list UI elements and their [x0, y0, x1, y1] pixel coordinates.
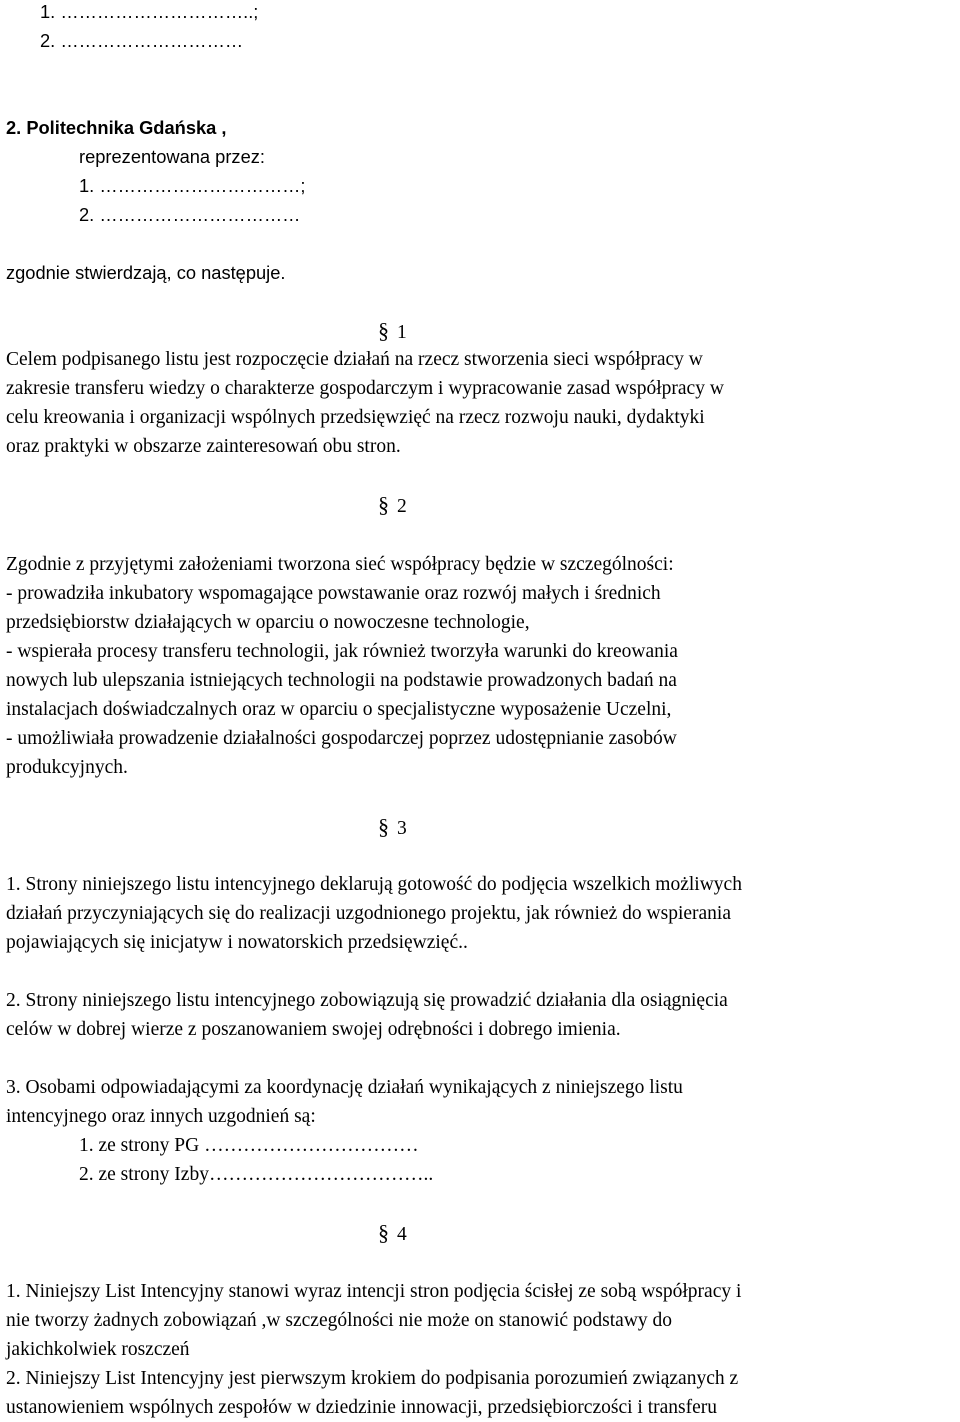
section-2-line: - wspierała procesy transferu technologii, jak również tworzyła warunki do kreowania: [6, 641, 678, 662]
contact-izba: 2. ze strony Izby……………………………..: [79, 1164, 434, 1185]
section-3-para-2-line: 2. Strony niniejszego listu intencyjnego zobowiązują się prowadzić działania dla osiągnięcia: [6, 990, 728, 1011]
section-symbol: §: [378, 814, 389, 839]
section-1-line: celu kreowania i organizacji wspólnych przedsięwzięć na rzecz rozwoju nauki, dydaktyki: [6, 407, 705, 428]
section-2-line: nowych lub ulepszania istniejących technologii na podstawie prowadzonych badań na: [6, 670, 677, 691]
party-name: 2. Politechnika Gdańska ,: [6, 117, 227, 138]
section-3-heading: [378, 812, 407, 843]
section-number: 4: [397, 1224, 407, 1245]
section-1-line: zakresie transferu wiedzy o charakterze gospodarczym i wypracowanie zasad współpracy w: [6, 378, 724, 399]
section-1-line: oraz praktyki w obszarze zainteresowań obu stron.: [6, 436, 401, 457]
header-list-item-2: 2. …………………………: [40, 30, 244, 51]
intro-statement: zgodnie stwierdzają, co następuje.: [6, 262, 286, 283]
section-3-para-3-line: 3. Osobami odpowiadającymi za koordynację działań wynikających z niniejszego listu: [6, 1077, 683, 1098]
section-symbol: §: [378, 318, 389, 343]
contact-pg: 1. ze strony PG ……………………………: [79, 1135, 419, 1156]
section-2-line: produkcyjnych.: [6, 757, 128, 778]
section-4-para-2-line: 2. Niniejszy List Intencyjny jest pierwszym krokiem do podpisania porozumień związanych z: [6, 1368, 739, 1389]
section-2-line: instalacjach doświadczalnych oraz w oparciu o specjalistyczne wyposażenie Uczelni,: [6, 699, 672, 720]
section-4-para-1-line: 1. Niniejszy List Intencyjny stanowi wyraz intencji stron podjęcia ścisłej ze sobą współpracy i: [6, 1281, 742, 1302]
section-2-line: - umożliwiała prowadzenie działalności gospodarczej poprzez udostępnianie zasobów: [6, 728, 677, 749]
header-list-item-1: 1. …………………………..;: [40, 1, 259, 22]
section-4-para-2-line: ustanowieniem wspólnych zespołów w dziedzinie innowacji, przedsiębiorczości i transferu: [6, 1397, 717, 1418]
section-3-para-2-line: celów w dobrej wierze z poszanowaniem swojej odrębności i dobrego imienia.: [6, 1019, 621, 1040]
section-3-para-1-line: 1. Strony niniejszego listu intencyjnego deklarują gotowość do podjęcia wszelkich możliwych: [6, 874, 742, 895]
section-3-para-3-line: intencyjnego oraz innych uzgodnień są:: [6, 1106, 316, 1127]
section-3-para-1-line: pojawiających się inicjatyw i nowatorskich przedsięwzięć..: [6, 932, 468, 953]
section-3-para-1-line: działań przyczyniających się do realizacji uzgodnionego projektu, jak również do wspierania: [6, 903, 731, 924]
section-4-para-1-line: nie tworzy żadnych zobowiązań ,w szczególności nie może on stanowić podstawy do: [6, 1310, 673, 1331]
section-symbol: §: [378, 492, 389, 517]
section-symbol: §: [378, 1220, 389, 1245]
representative-1: 1. ……………………………;: [79, 175, 306, 196]
section-1-heading: [378, 316, 407, 347]
section-4-para-1-line: jakichkolwiek roszczeń: [6, 1339, 190, 1360]
section-number: 3: [397, 818, 407, 839]
section-1-line: Celem podpisanego listu jest rozpoczęcie działań na rzecz stworzenia sieci współpracy w: [6, 349, 703, 370]
section-2-line: przedsiębiorstw działających w oparciu o nowoczesne technologie,: [6, 612, 530, 633]
section-2-line: Zgodnie z przyjętymi założeniami tworzona sieć współpracy będzie w szczególności:: [6, 554, 674, 575]
section-2-line: - prowadziła inkubatory wspomagające powstawanie oraz rozwój małych i średnich: [6, 583, 661, 604]
section-number: 2: [397, 496, 407, 517]
section-number: 1: [397, 322, 407, 343]
section-2-heading: [378, 490, 407, 521]
section-4-heading: [378, 1218, 407, 1249]
representative-2: 2. ……………………………: [79, 204, 301, 225]
represented-by-label: reprezentowana przez:: [79, 146, 265, 167]
